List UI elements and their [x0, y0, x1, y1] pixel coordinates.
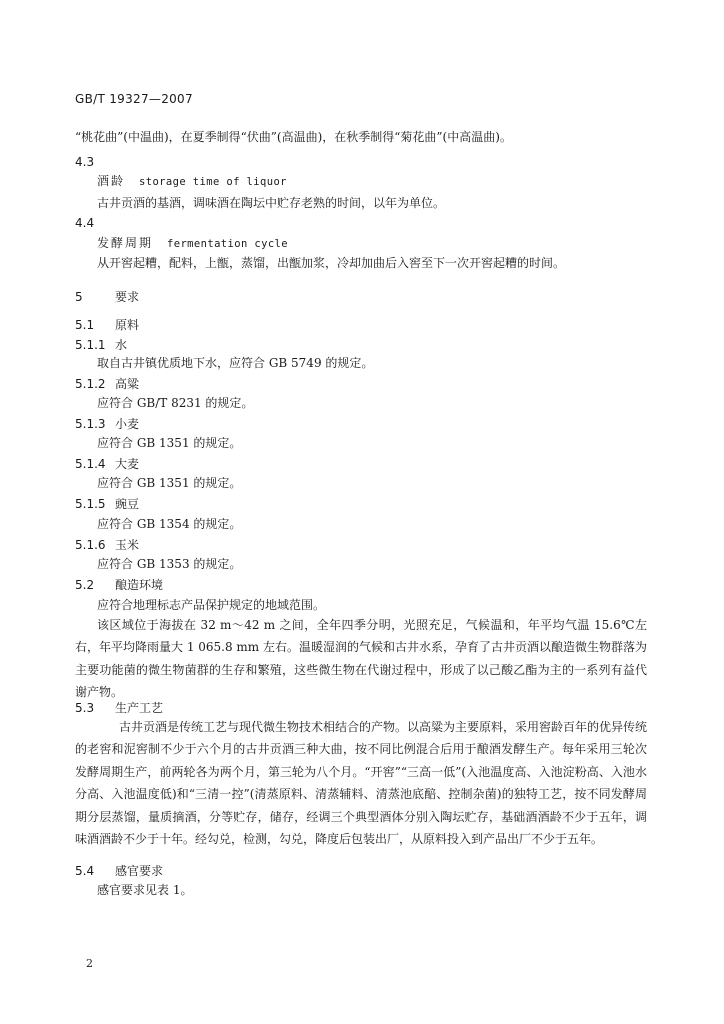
clause-5-1-6-number: 5.1.6 [75, 538, 106, 552]
intro-line: “桃花曲”(中温曲)，在夏季制得“伏曲”(高温曲)，在秋季制得“菊花曲”(中高温曲)。 [75, 130, 512, 144]
clause-5-2-heading [75, 578, 163, 593]
clause-5-1-6-heading [75, 538, 139, 553]
clause-5-1-4-heading [75, 457, 139, 472]
clause-5-2-title: 酿造环境 [115, 578, 164, 592]
clause-5-1-title: 原料 [115, 318, 140, 332]
clause-5-1-4-title: 大麦 [115, 457, 140, 471]
clause-5-2-text-1: 应符合地理标志产品保护规定的地域范围。 [97, 598, 326, 612]
section-5-number: 5 [75, 290, 83, 304]
section-5-heading [75, 290, 139, 305]
clause-5-4-heading [75, 864, 163, 879]
clause-5-2-number: 5.2 [75, 578, 95, 592]
clause-5-3-text: 古井贡酒是传统工艺与现代微生物技术相结合的产物。以高粱为主要原料，采用窖龄百年的优异传统的老窖和泥窖制不少于六个月的古井贡酒三种大曲，按不同比例混合后用于酿酒发酵生产。每年采用三轮次发酵周期生产，前两轮各为两个月，第三轮为八个月。“开窖”“三高一低”(入池温度高、入池淀粉高、入池水分高、入池温度低)和“三清一控”(清蒸原料、清蒸辅料、清蒸池底醅、控制杂菌)的独特工艺，按不同发酵周期分层蒸馏，量质摘酒，分等贮存，储存，经调三个典型酒体分别入陶坛贮存，基础酒酒龄不少于五年，调味酒酒龄不少于十年。经勾兑，检测，勾兑，降度后包装出厂，从原料投入到产品出厂不少于五年。 [75, 720, 648, 847]
clause-5-1-4-number: 5.1.4 [75, 457, 106, 471]
section-5-title: 要求 [115, 290, 140, 304]
clause-5-1-2-title: 高粱 [115, 377, 140, 391]
clause-5-1-3-number: 5.1.3 [75, 417, 106, 431]
page-number: 2 [86, 957, 93, 970]
standard-number: GB/T 19327—2007 [75, 92, 193, 106]
clause-5-3-heading [75, 701, 163, 716]
clause-5-1-4-text: 应符合 GB 1351 的规定。 [97, 476, 242, 490]
term-4-4-zh: 发酵周期 [97, 236, 154, 250]
clause-5-1-6-title: 玉米 [115, 538, 140, 552]
clause-5-1-3-title: 小麦 [115, 417, 140, 431]
clause-5-1-number: 5.1 [75, 318, 95, 332]
term-4-4-en: fermentation cycle [167, 238, 289, 250]
clause-5-1-3-heading [75, 417, 139, 432]
term-4-3-zh: 酒龄 [97, 174, 126, 188]
clause-5-4-text: 感官要求见表 1。 [97, 883, 193, 897]
clause-4-3-number: 4.3 [75, 155, 95, 169]
clause-5-1-5-number: 5.1.5 [75, 497, 106, 511]
term-4-3-definition: 古井贡酒的基酒，调味酒在陶坛中贮存老熟的时间，以年为单位。 [97, 196, 446, 210]
clause-5-1-2-text: 应符合 GB/T 8231 的规定。 [97, 396, 254, 410]
clause-5-3-number: 5.3 [75, 701, 95, 715]
term-4-4 [97, 236, 288, 252]
term-4-3-en: storage time of liquor [139, 176, 287, 188]
term-4-3 [97, 174, 287, 190]
clause-5-1-1-heading [75, 338, 127, 353]
clause-5-1-2-heading [75, 377, 139, 392]
clause-5-1-5-text: 应符合 GB 1354 的规定。 [97, 517, 242, 531]
clause-5-1-2-number: 5.1.2 [75, 377, 106, 391]
clause-5-1-1-title: 水 [115, 338, 128, 352]
clause-5-4-number: 5.4 [75, 864, 95, 878]
clause-5-1-5-heading [75, 497, 139, 512]
clause-5-4-title: 感官要求 [115, 864, 164, 878]
clause-5-1-heading [75, 318, 139, 333]
clause-4-4-number: 4.4 [75, 216, 95, 230]
clause-5-1-1-text: 取自古井镇优质地下水，应符合 GB 5749 的规定。 [97, 356, 374, 370]
clause-5-1-1-number: 5.1.1 [75, 338, 106, 352]
clause-5-3-title: 生产工艺 [115, 701, 164, 715]
clause-5-1-6-text: 应符合 GB 1353 的规定。 [97, 557, 242, 571]
clause-5-1-3-text: 应符合 GB 1351 的规定。 [97, 436, 242, 450]
clause-5-1-5-title: 豌豆 [115, 497, 140, 511]
term-4-4-definition: 从开窖起糟，配料，上甑，蒸馏，出甑加浆，冷却加曲后入窖至下一次开窖起糟的时间。 [97, 256, 566, 270]
clause-5-2-text-2: 该区域位于海拔在 32 m～42 m 之间，全年四季分明，光照充足，气候温和，年平均气温 15.6℃左右，年平均降雨量大 1 065.8 mm 左右。温暖湿润的气候和古井水系，孕育了古井贡酒以酿造微生物群落为主要功能菌的微生物菌群的生存和繁殖，这些微生物在代谢过程中，形成了以己酸乙酯为主的一系列有益代谢产物。 [75, 618, 648, 700]
